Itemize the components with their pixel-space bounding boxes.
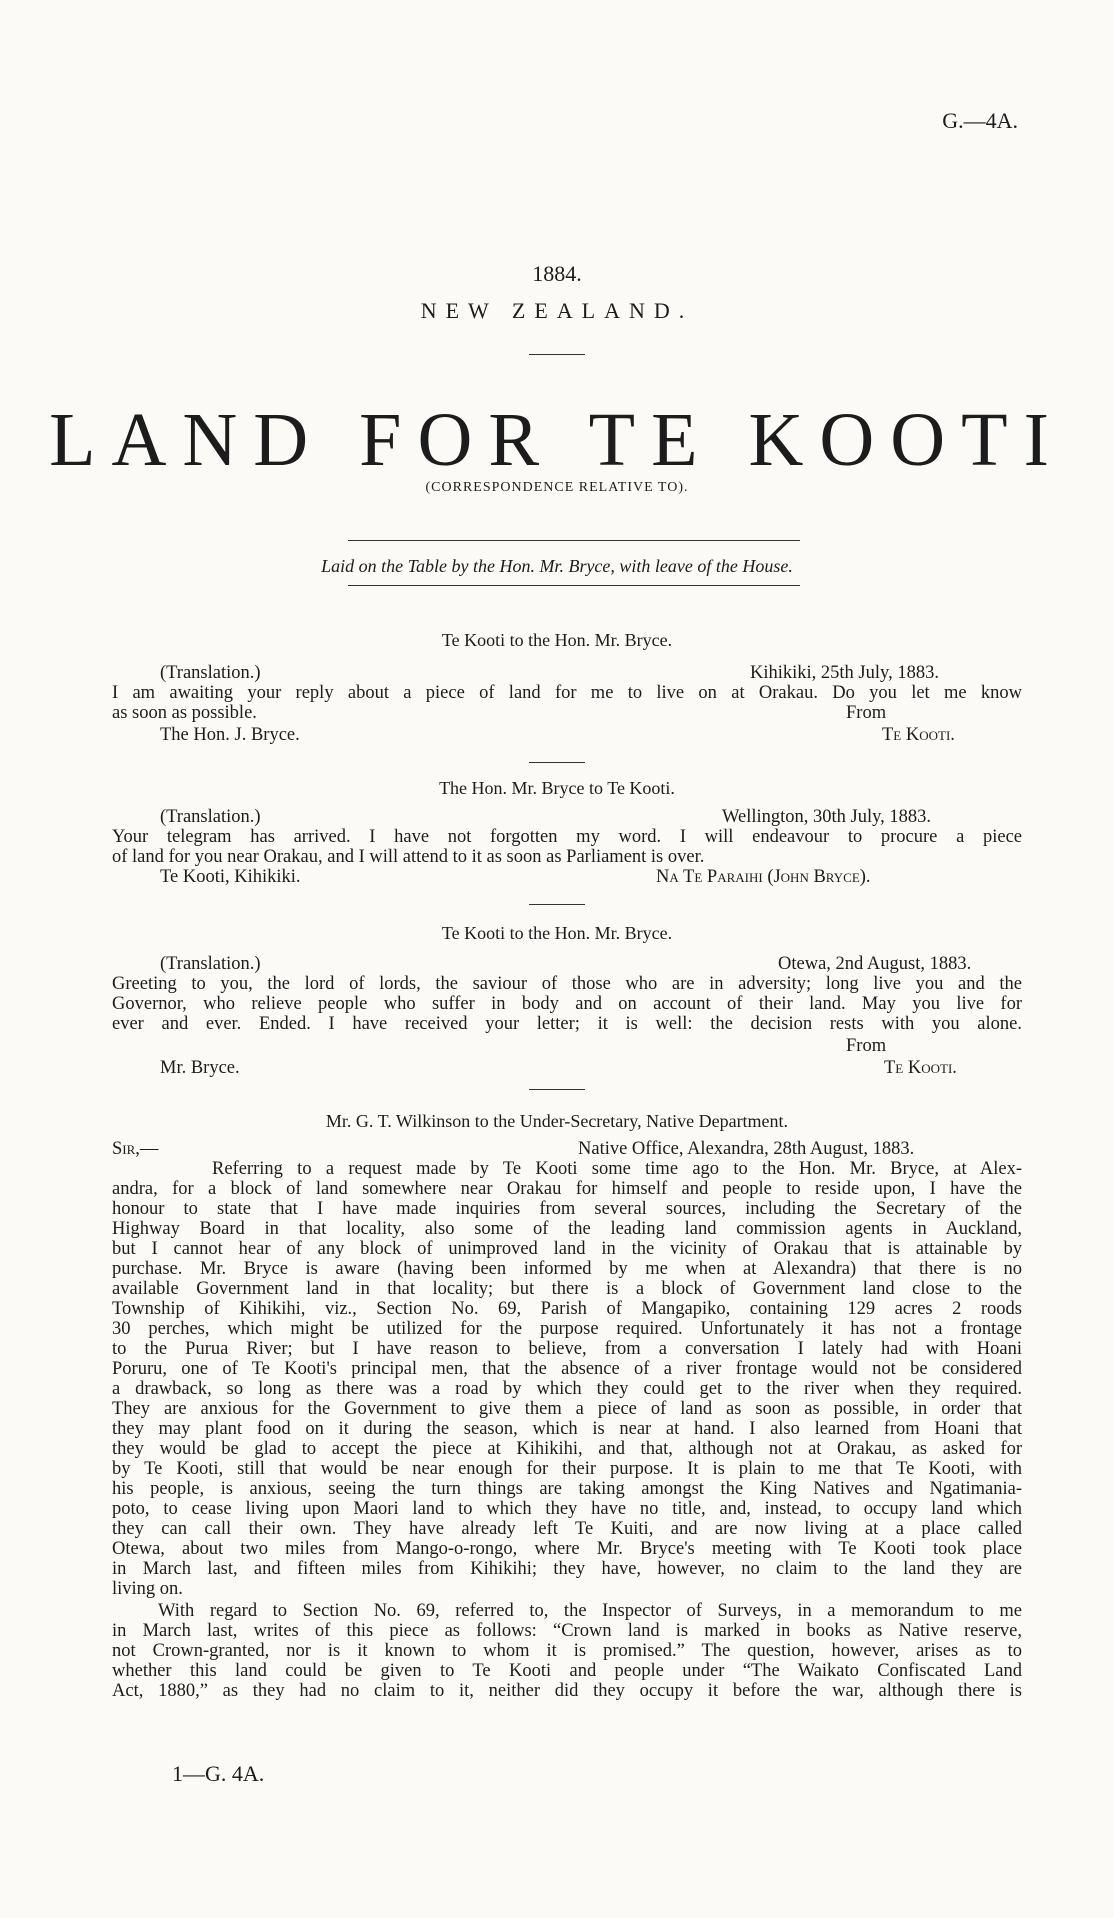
divider bbox=[348, 540, 800, 541]
body-line: I am awaiting your reply about a piece of land for me to live on at Orakau. Do you let me know bbox=[112, 683, 1022, 703]
laid-on-table-note: Laid on the Table by the Hon. Mr. Bryce, with leave of the House. bbox=[321, 556, 793, 576]
body-line: Highway Board in that locality, also some of the leading land commission agents in Auckland, bbox=[112, 1219, 1022, 1239]
body-line: whether this land could be given to Te Kooti and people under “The Waikato Confiscated Land bbox=[112, 1661, 1022, 1681]
country-heading: NEW ZEALAND. bbox=[420, 298, 694, 323]
divider bbox=[348, 585, 800, 586]
body-line: but I cannot hear of any block of unimproved land in the vicinity of Orakau that is attainable by bbox=[112, 1239, 1022, 1259]
translation-note: (Translation.) bbox=[160, 807, 261, 827]
body-line: a drawback, so long as there was a road by which they could get to the river when they required. bbox=[112, 1379, 1022, 1399]
body-line: they may plant food on it during the season, which is near at hand. I also learned from Hoani that bbox=[112, 1419, 1022, 1439]
translation-note: (Translation.) bbox=[160, 954, 261, 974]
body-line: Your telegram has arrived. I have not forgotten my word. I will endeavour to procure a piece bbox=[112, 827, 1022, 847]
body-line: Referring to a request made by Te Kooti some time ago to the Hon. Mr. Bryce, at Alex- bbox=[212, 1159, 1022, 1179]
divider bbox=[529, 762, 585, 763]
letter-heading: Mr. G. T. Wilkinson to the Under-Secretary, Native Department. bbox=[325, 1111, 789, 1131]
body-line: With regard to Section No. 69, referred to, the Inspector of Surveys, in a memorandum to me bbox=[158, 1601, 1022, 1621]
body-line: in March last, and fifteen miles from Kihikihi; they have, however, no claim to the land they are bbox=[112, 1559, 1022, 1579]
body-line: by Te Kooti, still that would be near enough for their purpose. It is plain to me that Te Kooti, with bbox=[112, 1459, 1022, 1479]
dateline: Wellington, 30th July, 1883. bbox=[722, 807, 932, 827]
body-line: Act, 1880,” as they had no claim to it, neither did they occupy it before the war, although there is bbox=[112, 1681, 1022, 1701]
body-line: Greeting to you, the lord of lords, the saviour of those who are in adversity; long live you and the bbox=[112, 974, 1022, 994]
translation-note: (Translation.) bbox=[160, 663, 261, 683]
body-line: Governor, who relieve people who suffer in body and on account of their land. May you live for bbox=[112, 994, 1022, 1014]
year: 1884. bbox=[532, 261, 582, 286]
body-line: Otewa, about two miles from Mango-o-rongo, where Mr. Bryce's meeting with Te Kooti took place bbox=[112, 1539, 1022, 1559]
dateline: Otewa, 2nd August, 1883. bbox=[778, 954, 972, 974]
body-line: to the Purua River; but I have reason to believe, from a conversation I lately had with Hoani bbox=[112, 1339, 1022, 1359]
body-line: not Crown-granted, nor is it known to whom it is promised.” The question, however, arises as to bbox=[112, 1641, 1022, 1661]
signature: Na Te Paraihi (John Bryce). bbox=[656, 867, 871, 887]
addressee: The Hon. J. Bryce. bbox=[160, 725, 300, 745]
signature: Te Kooti. bbox=[884, 1058, 957, 1078]
sheet-signature-mark: 1—G. 4A. bbox=[172, 1761, 265, 1786]
signature: Te Kooti. bbox=[882, 725, 955, 745]
body-line: of land for you near Orakau, and I will attend to it as soon as Parliament is over. bbox=[112, 847, 705, 867]
dateline: Kihikiki, 25th July, 1883. bbox=[750, 663, 939, 683]
body-line: his people, is anxious, seeing the turn things are taking amongst the King Natives and Ngatimania- bbox=[112, 1479, 1022, 1499]
from-label: From bbox=[846, 1036, 887, 1056]
body-line: in March last, writes of this piece as follows: “Crown land is marked in books as Native reserve, bbox=[112, 1621, 1022, 1641]
divider bbox=[529, 354, 585, 355]
addressee: Te Kooti, Kihikiki. bbox=[160, 867, 301, 887]
body-line: they can call their own. They have already left Te Kuiti, and are now living at a place called bbox=[112, 1519, 1022, 1539]
from-label: From bbox=[846, 703, 887, 723]
dateline: Native Office, Alexandra, 28th August, 1883. bbox=[578, 1139, 915, 1159]
body-line: andra, for a block of land somewhere near Orakau for himself and people to reside upon, I have the bbox=[112, 1179, 1022, 1199]
body-line: available Government land in that locality; but there is a block of Government land close to the bbox=[112, 1279, 1022, 1299]
body-line: poto, to cease living upon Maori land to which they have no title, and, instead, to occupy land which bbox=[112, 1499, 1022, 1519]
body-line: Township of Kihikihi, viz., Section No. 69, Parish of Mangapiko, containing 129 acres 2 roods bbox=[112, 1299, 1022, 1319]
body-line: honour to state that I have made inquiries from several sources, including the Secretary of the bbox=[112, 1199, 1022, 1219]
salutation: Sir,— bbox=[112, 1139, 159, 1159]
body-line: they would be glad to accept the piece at Kihikihi, and that, although not at Orakau, as asked for bbox=[112, 1439, 1022, 1459]
page-title: LAND FOR TE KOOTI bbox=[49, 398, 1065, 482]
body-line: as soon as possible. bbox=[112, 703, 257, 723]
body-line: living on. bbox=[112, 1579, 183, 1599]
body-line: purchase. Mr. Bryce is aware (having been informed by me when at Alexandra) that there is no bbox=[112, 1259, 1022, 1279]
addressee: Mr. Bryce. bbox=[160, 1058, 240, 1078]
subtitle: (CORRESPONDENCE RELATIVE TO). bbox=[425, 480, 689, 495]
letter-heading: Te Kooti to the Hon. Mr. Bryce. bbox=[441, 630, 673, 650]
divider bbox=[529, 904, 585, 905]
divider bbox=[529, 1089, 585, 1090]
body-line: 30 perches, which might be utilized for the purpose required. Unfortunately it has not a frontage bbox=[112, 1319, 1022, 1339]
document-reference: G.—4A. bbox=[942, 108, 1018, 133]
body-line: They are anxious for the Government to give them a piece of land as soon as possible, in order that bbox=[112, 1399, 1022, 1419]
body-line: ever and ever. Ended. I have received your letter; it is well: the decision rests with you alone. bbox=[112, 1014, 1022, 1034]
letter-heading: Te Kooti to the Hon. Mr. Bryce. bbox=[441, 923, 673, 943]
letter-heading: The Hon. Mr. Bryce to Te Kooti. bbox=[439, 778, 675, 798]
body-line: Poruru, one of Te Kooti's principal men, that the absence of a river frontage would not be considered bbox=[112, 1359, 1022, 1379]
